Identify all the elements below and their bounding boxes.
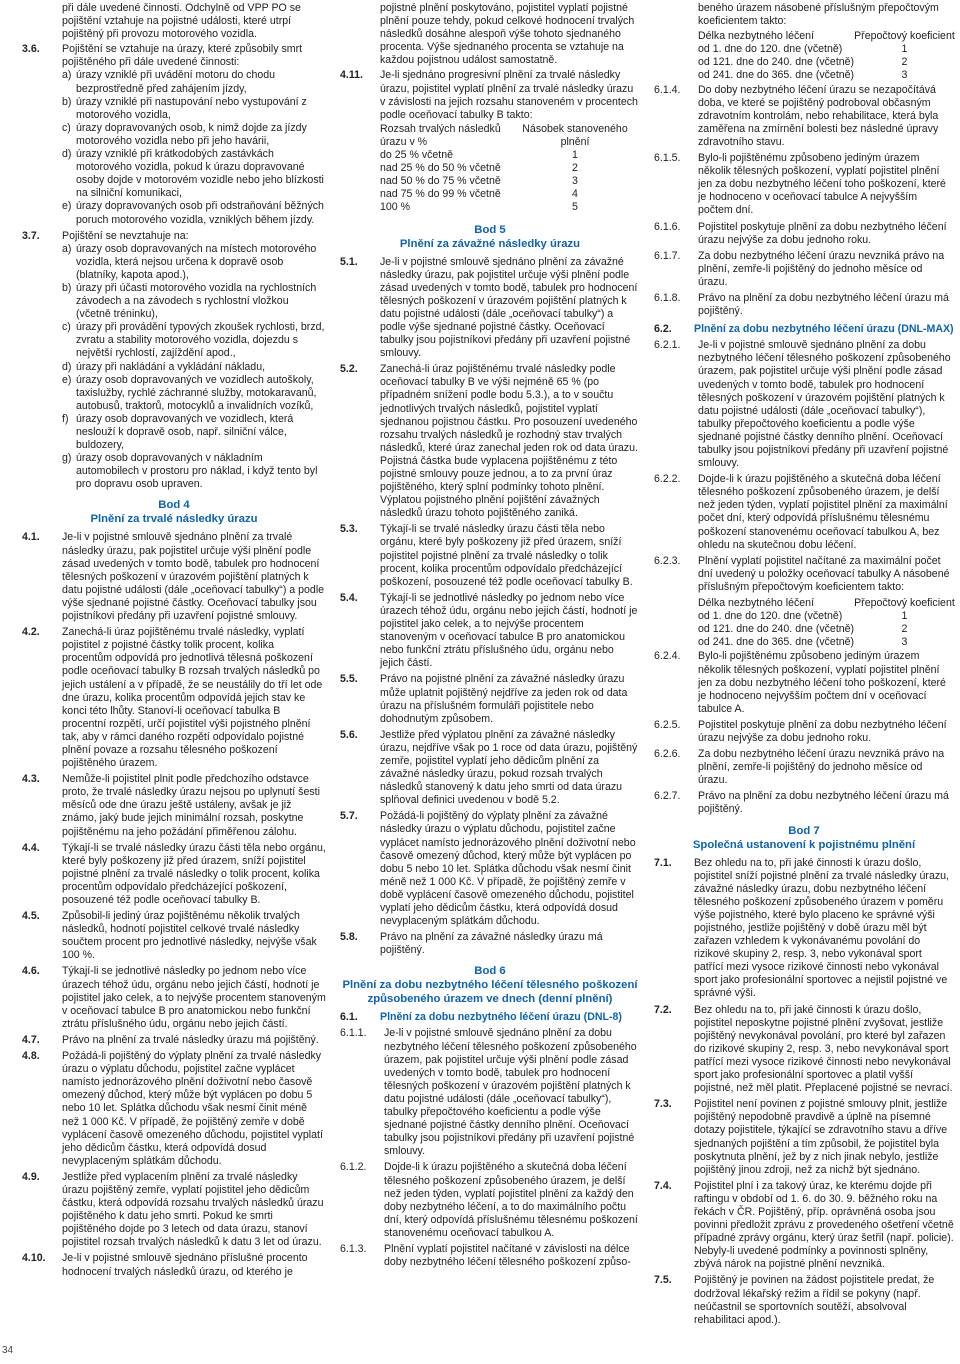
section-number: Bod 4	[158, 499, 190, 512]
continuation-text: pojistné plnění poskytováno, pojistitel vyplatí pojistné plnění pouze tehdy, pokud celkové hodnocení trvalých následků dosáhne alespoň výše tohoto sjednaného procenta. Výše sjednaného procenta se vztahuje na každou pojistnou událost samostatně.	[380, 2, 635, 67]
list-label: c)	[62, 121, 71, 134]
paragraph	[654, 719, 954, 745]
list-item	[62, 361, 326, 374]
table-cell: 3	[901, 69, 908, 82]
subsection-title: Plnění za dobu nezbytného léčení úrazu (DNL-8)	[380, 1011, 622, 1024]
paragraph-3-6	[22, 43, 326, 226]
paragraph-text: Týkají-li se trvalé následky úrazu části těla nebo orgánu, které byly poškozeny již před úrazem, sníží pojistitel pojistné plnění za trvalé následky o tolik procent, kolika procentům odpovídalo předcházející poškození, posouzené též podle oceňovací tabulky B.	[380, 523, 633, 588]
table-cell: od 121. dne do 240. dne (včetně)	[698, 56, 855, 69]
paragraph	[22, 1034, 326, 1047]
section-heading-bod-4	[22, 498, 326, 526]
paragraph-text: Za dobu nezbytného léčení úrazu nevzniká právo na plnění, zemře-li pojištěný do jednoho měsíce od úrazu.	[698, 249, 945, 288]
paragraph	[654, 292, 954, 318]
table-cell: od 241. dne do 365. dne (včetně)	[698, 636, 855, 649]
paragraph-text: Plnění vyplatí pojistitel načítané v závislosti na délce doby nezbytného léčení tělesného poškození způso-	[384, 1242, 631, 1269]
paragraph-text: Dojde-li k úrazu pojištěného a skutečná doba léčení tělesného poškození způsobeného úrazem, je delší než jeden týden, vyplatí pojistitel plnění za každý den doby nezbytného léčení, a to do maximálního počtu dní, který odpovídá příslušnému tělesnému poškození stanovenému oceňovací tabulkou A.	[384, 1161, 638, 1239]
paragraph-text: Pojištěný je povinen na žádost pojistitele predat, že dodržoval lékařský režim a řídil se pokyny (např. neúčastnil se sportovních soutěží, absolvoval rehabilitaci apod.).	[694, 1274, 935, 1326]
list-text: úrazy dopravovaných osob při odstraňování běžných poruch motorového vozidla, vzniklých během jízdy.	[76, 200, 324, 226]
paragraph-number: 6.2.6.	[654, 748, 681, 761]
paragraph-number: 6.1.8.	[654, 291, 681, 304]
paragraph-text: Právo na plnění za závažné následky úrazu má pojištěný.	[380, 931, 603, 957]
paragraph-text: Pojistitel plní i za takový úraz, ke kterému dojde při raftingu v období od 1. 6. do 30. 9. běžného roku na řekách v ČR. Pojištěný, příp. oprávněná osoba jsou povinni předložit zprávu z provedeného ošetření včetně případné zprávy orgánu, který úraz šetřil (např. policie). Nebyly-li uvedené podmínky a povinnosti splněny, zbývá nárok na pojistné plnění nevzniká.	[694, 1179, 954, 1271]
paragraph-text: Nemůže-li pojistitel plnit podle předchozího odstavce proto, že trvalé následky úrazu nejsou po uplynutí šesti měsíců ode dne úrazu ještě ustáleny, avšak je již známo, jaký bude jejich minimální rozsah, poskytne pojištěnému na jeho požádání přiměřenou zálohu.	[62, 773, 320, 838]
paragraph	[654, 857, 954, 1001]
paragraph	[654, 84, 954, 149]
section-title: Plnění za závažné následky úrazu	[399, 237, 581, 250]
paragraph	[654, 473, 954, 552]
paragraph	[22, 910, 326, 962]
paragraph-number: 6.1.4.	[654, 83, 681, 96]
paragraph	[340, 931, 640, 957]
paragraph-number: 6.2.3.	[654, 554, 681, 567]
paragraph-text: Pojistitel poskytuje plnění za dobu nezbytného léčení úrazu nejvýše za dobu jednoho roku.	[698, 220, 947, 246]
subsection-heading-6-2	[654, 323, 954, 336]
table-cell: do 25 % včetně	[380, 149, 454, 162]
paragraph	[340, 592, 640, 671]
paragraph-text: Pojistitel poskytuje plnění za dobu nezbytného léčení úrazu nejvýše za dobu jednoho roku.	[698, 718, 947, 744]
list-text: úrazy vzniklé při nastupování nebo vystupování z motorového vozidla,	[76, 95, 307, 121]
paragraph-text: Požádá-li pojištěný do výplaty plnění za závažné následky úrazu o výplatu důchodu, pojistitel začne vyplácet namísto jednorázového plnění doživotní nebo časově omezený důchod, který může být vyplácen po dobu 5 nebo 10 let. Splátka důchodu však nesmí činit méně než 1 000 Kč. V případě, že pojištěný zemře v době vyplácení časově omezeného důchodu, pojistitel vyplatí jeho dědicům částku, která odpovídá dosud nevyplaceným splátkám důchodu.	[380, 810, 636, 928]
paragraph	[654, 1004, 954, 1096]
paragraph-text: Je-li v pojistné smlouvě sjednáno plnění za trvalé následky úrazu, pak pojistitel určuje výši plnění podle zásad uvedených v tomto bodě, tabulek pro hodnocení tělesných poškození v úrazovém pojištění platných k datu pojistné události (dále „oceňovací tabulky“) a podle výše sjednané pojistné částky. Oceňovací tabulky jsou pojistníkovi předány při uzavření pojistné smlouvy.	[62, 531, 325, 623]
table-header: Délka nezbytného léčení	[698, 30, 815, 43]
paragraph	[654, 748, 954, 787]
paragraph	[340, 1161, 640, 1240]
paragraph	[654, 790, 954, 816]
list-text: úrazy při provádění typových zkoušek rychlosti, brzd, zvratu a stability motorového vozidla, dojezdu s největší rychlostí, zajíždění apod.,	[76, 321, 325, 360]
table-cell: nad 25 % do 50 % včetně	[380, 162, 501, 175]
list-label: a)	[62, 242, 72, 255]
paragraph-text: Zanechá-li úraz pojištěnému trvalé následky, vyplatí pojistitel z pojistné částky tolik procent, kolika procentům odpovídá pro jednotlivá tělesná poškození podle oceňovací tabulky B rozsah trvalých následků po jejich ustálení a v případě, že se neustálily do tří let ode dne úrazu, kolika procentům odpovídá jejich stav ke konci této lhůty. Stanoví-li oceňovací tabulka B procentní rozpětí, určí pojistitel výši pojistného plnění tak, aby v rámci daného rozpětí odpovídalo pojistné plnění povaze a rozsahu tělesného poškození pojištěného úrazem.	[62, 626, 323, 770]
table-cell: 3	[572, 175, 578, 188]
paragraph-4-11	[340, 69, 640, 215]
paragraph	[340, 523, 640, 588]
table-header: Přepočtový koeficient	[854, 30, 955, 43]
list-label: d)	[62, 360, 72, 373]
paragraph-number: 5.2.	[340, 363, 358, 376]
table-cell: 3	[901, 636, 908, 649]
list-text: úrazy vzniklé při uvádění motoru do chodu bezprostředně před zahájením jízdy,	[76, 69, 276, 95]
table-cell: 4	[572, 188, 578, 201]
paragraph	[654, 555, 954, 594]
paragraph-number: 4.5.	[22, 910, 40, 923]
paragraph	[654, 339, 954, 470]
paragraph-text: Jestliže před vyplacením plnění za trvalé následky úrazu pojištěný zemře, vyplatí pojistitel jeho dědicům částku, která odpovídá rozsahu trvalých následků úrazu pojištěného k datu jeho smrti. Pokud ke smrti pojištěného dojde po 3 letech od data úrazu, stanoví pojistitel rozsah trvalých následků k datu 3 let od úrazu.	[62, 1170, 324, 1249]
list-label: e)	[62, 200, 72, 213]
list-item	[62, 148, 326, 200]
subsection-title: Plnění za dobu nezbytného léčení úrazu (DNL-MAX)	[694, 323, 954, 336]
list-item	[62, 374, 326, 413]
list-text: úrazy osob dopravovaných ve vozidlech, která neslouží k dopravě osob, např. silniční válce, buldozery,	[76, 412, 294, 452]
paragraph-number: 6.2.4.	[654, 650, 681, 663]
table-cell: nad 50 % do 75 % včetně	[380, 175, 501, 188]
paragraph-text: Požádá-li pojištěný do výplaty plnění za trvalé následky úrazu o výplatu důchodu, pojistitel začne vyplácet namísto jednorázového plnění doživotní nebo časově omezený důchod, který může být vyplácen po dobu 5 nebo 10 let. Splátka důchodu však nesmí činit méně než 1 000 Kč. V případě, že pojištěný zemře v době vyplácení časově omezeného důchodu, pojistitel vyplatí jeho dědicům částku, která odpovídá dosud nevyplaceným splátkám důchodu.	[62, 1050, 323, 1167]
paragraph-text: Plnění vyplatí pojistitel načítané za maximální počet dní uvedený u položky oceňovací tabulky A násobené příslušným přepočtovým koeficientem takto:	[698, 554, 950, 593]
paragraph-number: 6.2.5.	[654, 718, 681, 731]
table-header: Přepočtový koeficient	[854, 597, 955, 610]
list-label: g)	[62, 452, 72, 465]
paragraph-number: 6.2.1.	[654, 339, 681, 352]
list-label: b)	[62, 281, 72, 294]
continuation-text: při dále uvedené činnosti. Odchylně od VPP PO se pojištění vztahuje na pojistné události, které utrpí pojištěný při provozu motorového vozidla.	[62, 2, 301, 41]
paragraph-number: 5.4.	[340, 591, 358, 604]
table-cell: 2	[901, 56, 908, 69]
paragraph	[340, 363, 640, 520]
column-left	[22, 2, 326, 1282]
paragraph-number: 5.7.	[340, 810, 358, 823]
paragraph	[654, 1274, 954, 1326]
paragraph-number: 4.2.	[22, 626, 40, 639]
paragraph-text: Bylo-li pojištěnému způsobeno jediným úrazem několik tělesných poškození, vyplatí pojistitel plnění jen za dobu nezbytného léčení toho poškození, které je hodnoceno v oceňovací tabulce A nejvyšším počtem dní.	[698, 152, 946, 217]
paragraph	[654, 152, 954, 217]
list-label: a)	[62, 69, 72, 82]
paragraph-text: Právo na pojistné plnění za závažné následky úrazu může uplatnit pojištěný nejdříve za jeden rok od data úrazu na příslušném formuláři pojistitele nebo dohodnutým způsobem.	[380, 673, 628, 725]
paragraph-number: 4.11.	[340, 69, 363, 82]
paragraph	[340, 729, 640, 808]
subsection-number: 6.1.	[340, 1011, 358, 1024]
list-item	[62, 122, 326, 148]
paragraph-text: Je-li sjednáno progresivní plnění za trvalé následky úrazu, pojistitel vyplatí plnění za trvalé následky úrazu v závislosti na jejich rozsahu stanoveném v procentech podle oceňovací tabulky B takto:	[380, 69, 638, 121]
paragraph-number: 6.1.3.	[340, 1242, 367, 1255]
section-number: Bod 5	[474, 223, 506, 236]
list-label: b)	[62, 95, 72, 108]
list-3-6	[62, 69, 326, 226]
list-text: úrazy osob dopravovaných ve vozidlech autoškoly, taxislužby, rychlé záchranné služby, motokaravanů, autobusů, traktorů, motocyklů a invalidních vozíků,	[76, 373, 317, 412]
section-heading-bod-7	[654, 824, 954, 852]
section-heading-bod-6	[340, 964, 640, 1006]
coefficient-table	[654, 30, 954, 82]
paragraph-number: 6.1.1.	[340, 1027, 367, 1040]
paragraph-text: Dojde-li k úrazu pojištěného a skutečná doba léčení tělesného poškození způsobeného úrazem, je delší než jeden týden, vyplatí pojistitel plnění za maximální počet dní, který odpovídá příslušnému tělesnému poškození stanovenému oceňovací tabulkou A, bez ohledu na skutečnou dobu léčení.	[698, 473, 948, 551]
list-text: úrazy osob dopravovaných na místech motorového vozidla, která nejsou určena k dopravě osob (blatníky, kapota apod.),	[76, 242, 317, 281]
column-right	[654, 2, 954, 1330]
paragraph	[22, 842, 326, 907]
paragraph	[654, 650, 954, 715]
list-label: e)	[62, 373, 72, 386]
paragraph	[340, 810, 640, 928]
table-header: Rozsah trvalých následků úrazu v %	[380, 122, 501, 148]
paragraph-number: 5.5.	[340, 673, 358, 686]
paragraph-text: Zanechá-li úraz pojištěnému trvalé následky podle oceňovací tabulky B ve výši nejméně 65 % (po případném snížení podle bodu 5.3.), a to v součtu jednotlivých trvalých následků, pojistitel vyplatí sjednanou pojistnou částku. Pro posouzení uvedeného rozsahu trvalých následků je rozhodný stav trvalých následků, které úraz zanechal jeden rok od data úrazu. Pojistná částka bude vyplacena pojištěnému z této pojistné smlouvy pouze jednou, a to za první úraz pojištěného, který splní podmínky tohoto plnění. Výplatou pojistného plnění pojištění závažných následků úrazu tohoto pojištěného zaniká.	[380, 363, 638, 520]
paragraph-number: 5.8.	[340, 931, 358, 944]
paragraph-number: 5.1.	[340, 255, 358, 268]
list-3-7	[62, 243, 326, 492]
paragraph-number: 6.1.5.	[654, 152, 681, 165]
section-title: Plnění za trvalé následky úrazu	[90, 513, 258, 526]
paragraph	[22, 965, 326, 1030]
paragraph-number: 4.6.	[22, 965, 40, 978]
paragraph-text: Je-li v pojistné smlouvě sjednáno plnění za dobu nezbytného léčení tělesného poškození způsobeného úrazem, pak pojistitel určuje výši plnění podle zásad uvedených v tomto bodě, tabulek pro hodnocení tělesných poškození v úrazovém pojištění platných k datu pojistné události (dále „oceňovací tabulky“), tabulky přepočtového koeficientu a podle výše sjednané pojistné částky denního plnění. Oceňovací tabulky jsou pojistníkovi předány při uzavření pojistné smlouvy.	[698, 339, 951, 470]
list-label: d)	[62, 148, 72, 161]
paragraph-number: 3.6.	[22, 43, 40, 56]
paragraph-number: 4.10.	[22, 1252, 46, 1265]
list-item	[62, 282, 326, 321]
list-item	[62, 321, 326, 360]
paragraph-number: 7.5.	[654, 1274, 672, 1287]
table-cell: 1	[901, 43, 908, 56]
paragraph-text: Týkají-li se jednotlivé následky po jednom nebo více úrazech téhož údu, orgánu nebo jejich částí, hodnotí je pojistitel jako celek, a to nejvýše procentem stanoveným v oceňovací tabulce B pro anatomickou nebo funkční ztrátu příslušného údu, orgánu nebo jejich částí.	[380, 591, 638, 670]
paragraph-number: 4.9.	[22, 1170, 40, 1183]
list-text: úrazy při účasti motorového vozidla na rychlostních závodech a na závodech s rychlostní vložkou (včetně tréninku),	[76, 281, 317, 321]
table-cell: od 121. dne do 240. dne (včetně)	[698, 623, 855, 636]
list-item	[62, 69, 326, 95]
section-number: Bod 7	[788, 824, 820, 837]
list-item	[62, 96, 326, 122]
paragraph-number: 7.3.	[654, 1098, 672, 1111]
paragraph-number: 6.2.2.	[654, 473, 681, 486]
paragraph-text: Týkají-li se jednotlivé následky po jednom nebo více úrazech téhož údu, orgánu nebo jejich částí, hodnotí je pojistitel jako celek, a to nejvýše procentem stanoveným v oceňovací tabulce B pro anatomickou nebo funkční ztrátu příslušného údu, orgánu nebo jejich částí.	[62, 965, 326, 1030]
list-label: c)	[62, 321, 71, 334]
table-cell: 100 %	[380, 201, 411, 214]
progression-table	[380, 123, 640, 215]
subsection-number: 6.2.	[654, 323, 672, 336]
paragraph-number: 7.1.	[654, 856, 672, 869]
paragraph	[340, 256, 640, 361]
continuation-text: beného úrazem násobené příslušným přepočtovým koeficientem takto:	[698, 2, 939, 28]
list-item	[62, 413, 326, 452]
paragraph-text: Do doby nezbytného léčení úrazu se nezapočítává doba, ve které se pojištěný podroboval občasným zdravotním kontrolám, nebo rehabilitace, která byla zaměřena na zmírnění bolesti bez následné úpravy zdravotního stavu.	[698, 83, 939, 148]
paragraph	[340, 1027, 640, 1158]
paragraph	[654, 250, 954, 289]
paragraph-number: 7.4.	[654, 1179, 672, 1192]
list-item	[62, 200, 326, 226]
paragraph	[340, 673, 640, 725]
table-cell: 1	[572, 149, 578, 162]
paragraph-text: Právo na plnění za dobu nezbytného léčení úrazu má pojištěný.	[698, 291, 949, 318]
column-middle	[340, 2, 640, 1272]
table-cell: 2	[572, 162, 578, 175]
paragraph	[654, 1098, 954, 1177]
paragraph-text: Za dobu nezbytného léčení úrazu nevzniká právo na plnění, zemře-li pojištěný do jednoho měsíce od úrazu.	[698, 748, 945, 787]
paragraph-text: Bez ohledu na to, při jaké činnosti k úrazu došlo, pojistitel sníží pojistné plnění za trvalé následky úrazu, závažné následky úrazu, dobu nezbytného léčení tělesného poškození způsobeného úrazem v poměru výše pojistného, které bylo placeno ke správné výši pojistného, jestliže pojištěný v době úrazu měl být zařazen vzhledem k vykonávanému povolání do rizikové skupiny 2, resp. 3, nebo vykonával sport patřící mezi vysoce rizikové činnosti nebo vykonával sport jako profesionální sportovec a nejistil pojistné ve správné výši.	[694, 856, 949, 1000]
paragraph-text: Pojištění se vztahuje na úrazy, které způsobily smrt pojištěného při dále uvedené činnosti:	[62, 43, 303, 69]
paragraph-number: 4.8.	[22, 1050, 40, 1063]
list-text: úrazy při nakládání a vykládání nákladu,	[76, 360, 266, 373]
paragraph-text: Je-li v pojistné smlouvě sjednáno příslušné procento hodnocení trvalých následků úrazu, od kterého je	[62, 1252, 308, 1278]
paragraph-number: 6.1.7.	[654, 249, 681, 262]
paragraph-text: Jestliže před výplatou plnění za závažné následky úrazu, nejdříve však po 1 roce od data úrazu, pojištěný zemře, pojistitel vyplatí jeho dědicům plnění za závažné následky úrazu, pokud rozsah trvalých následků stanovený k datu jeho smrti od data úrazu splňoval definici uvedenou v bodě 5.2.	[380, 728, 638, 807]
paragraph-text: Týkají-li se trvalé následky úrazu části těla nebo orgánu, které byly poškozeny již před úrazem, sníží pojistitel pojistné plnění za trvalé následky o tolik procent, kolika procentům odpovídalo předcházející poškození, posouzené též podle oceňovací tabulky B.	[62, 841, 326, 906]
list-item	[62, 243, 326, 282]
paragraph-number: 4.3.	[22, 773, 40, 786]
paragraph-text: Bylo-li pojištěnému způsobeno jediným úrazem několik tělesných poškození, vyplatí pojistitel plnění jen za dobu nezbytného léčení toho poškození, které je hodnoceno nejvyšším počtem dní v oceňovací tabulce A.	[698, 650, 946, 715]
paragraph	[22, 1252, 326, 1278]
paragraph-number: 7.2.	[654, 1003, 672, 1016]
subsection-heading-6-1	[340, 1011, 640, 1024]
section-heading-bod-5	[340, 223, 640, 251]
paragraph	[22, 1050, 326, 1168]
paragraph-text: Bez ohledu na to, při jaké činnosti k úrazu došlo, pojistitel neposkytne pojistné plnění zvyšovat, jestliže pojištěný nevykonával povolání, pro které byl zařazen do rizikové skupiny 2, resp. 3, nebo nevykonával sport patřící mezi vysoce rizikové činnosti nebo nevykonával sport jako profesionální sportovec a platil vyšší pojistné, než měl platit. Přeplacené pojistné se nevrací.	[694, 1003, 953, 1095]
table-cell: od 1. dne do 120. dne (včetně)	[698, 610, 843, 623]
paragraph-text: Je-li v pojistné smlouvě sjednáno plnění za závažné následky úrazu, pak pojistitel určuje výši plnění podle zásad uvedených v tomto bodě, tabulek pro hodnocení tělesných poškození v úrazovém pojištění platných k datu pojistné události (dále „oceňovací tabulky“) a podle výše sjednané pojistné částky. Oceňovací tabulky jsou pojistníkovi předány při uzavření pojistné smlouvy.	[380, 255, 638, 360]
paragraph	[340, 1243, 640, 1269]
list-label: f)	[62, 412, 69, 425]
paragraph-number: 5.3.	[340, 523, 358, 536]
paragraph-number: 6.1.6.	[654, 220, 681, 233]
paragraph	[654, 1180, 954, 1272]
table-header: Násobek stanoveného plnění	[522, 122, 628, 148]
paragraph-number: 6.2.7.	[654, 790, 681, 803]
table-header: Délka nezbytného léčení	[698, 597, 815, 610]
list-text: úrazy dopravovaných osob, k nimž dojde za jízdy motorového vozidla nebo při jeho havárii,	[76, 121, 307, 147]
table-cell: od 1. dne do 120. dne (včetně)	[698, 43, 843, 56]
table-cell: od 241. dne do 365. dne (včetně)	[698, 69, 855, 82]
paragraph-text: Právo na plnění za trvalé následky úrazu má pojištěný.	[62, 1033, 319, 1046]
paragraph-text: Pojištění se nevztahuje na:	[62, 229, 189, 242]
paragraph	[22, 531, 326, 623]
section-number: Bod 6	[474, 965, 506, 978]
table-cell: 5	[572, 201, 578, 214]
paragraph-number: 5.6.	[340, 728, 358, 741]
section-title: Společná ustanovení k pojistnému plnění	[692, 838, 916, 851]
list-item	[62, 452, 326, 491]
paragraph-number: 4.7.	[22, 1033, 40, 1046]
paragraph-number: 4.1.	[22, 531, 40, 544]
section-title: Plnění za dobu nezbytného léčení tělesného poškození způsobeného úrazem ve dnech (denní plnění)	[342, 979, 638, 1006]
paragraph	[22, 626, 326, 770]
paragraph-text: Je-li v pojistné smlouvě sjednáno plnění za dobu nezbytného léčení tělesného poškození způsobeného úrazem, pak pojistitel určuje výši plnění podle zásad uvedených v tomto bodě, tabulek pro hodnocení tělesných poškození v úrazovém pojištění platných k datu pojistné události (dále „oceňovací tabulky“), tabulky přepočtového koeficientu a podle výše sjednané pojistné částky denního plnění. Oceňovací tabulky jsou pojistníkovi předány při uzavření pojistné smlouvy.	[384, 1027, 637, 1158]
paragraph	[22, 1171, 326, 1250]
paragraph-3-7	[22, 230, 326, 492]
paragraph-text: Způsobil-li jediný úraz pojištěnému několik trvalých následků, hodnotí pojistitel celkové trvalé následky součtem procent pro jednotlivé následky, nejvýše však 100 %.	[62, 910, 317, 962]
page-number: 34	[2, 1345, 14, 1356]
paragraph	[22, 773, 326, 838]
paragraph	[654, 221, 954, 247]
paragraph-text: Právo na plnění za dobu nezbytného léčení úrazu má pojištěný.	[698, 790, 949, 816]
table-cell: 2	[901, 623, 908, 636]
coefficient-table	[654, 597, 954, 649]
list-text: úrazy vzniklé při krátkodobých zastávkách motorového vozidla, pokud k úrazu dopravované osoby dojde v motorovém vozidle nebo jeho blízkosti na silniční komunikaci,	[76, 148, 324, 200]
paragraph-number: 4.4.	[22, 841, 40, 854]
paragraph-text: Pojistitel není povinen z pojistné smlouvy plnit, jestliže pojištěný nepodobně pravdivě a úplně na písemné dotazy pojistitele, týkající se zdravotního stavu a dříve sjednaných pojištění a tím způsobil, že pojistitel byla poskytnuta plnění, jež by z nich jinak nebylo, jestliže pojištěný jinou zdroji, než za nichž být sjednáno.	[694, 1098, 948, 1176]
list-text: úrazy osob dopravovaných v nákladním automobilech v prostoru pro náklad, i když tento byl pro dopravu osob upraven.	[76, 452, 318, 491]
table-cell: 1	[901, 610, 908, 623]
paragraph-number: 6.1.2.	[340, 1161, 367, 1174]
table-cell: nad 75 % do 99 % včetně	[380, 188, 501, 201]
paragraph-number: 3.7.	[22, 229, 40, 242]
